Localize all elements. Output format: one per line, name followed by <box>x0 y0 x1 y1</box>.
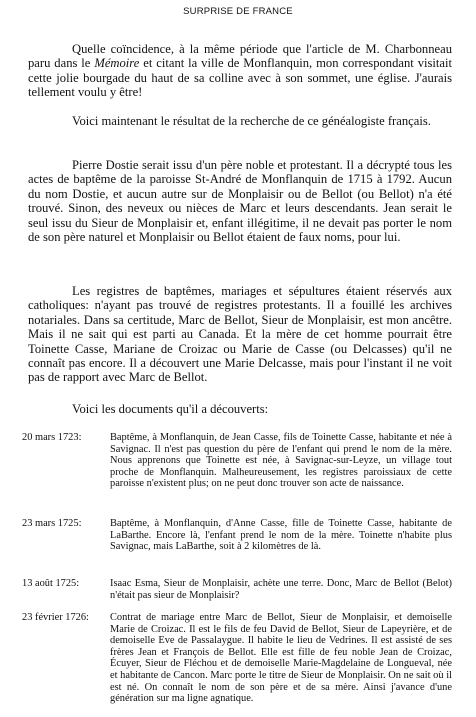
paragraph-coincidence <box>28 42 452 100</box>
entry-text: Baptême, à Monflanquin, d'Anne Casse, fille de Toinette Casse, habitante de LaBarthe. Encore là, l'enfant prend le nom de la mère. Toinette n'habite plus Savignac, mais LaBarthe, soit à 2 kilomètres de là. <box>110 518 452 553</box>
paragraph-text: et citant la ville de Monflanquin, mon correspondant visitait cette jolie bourgade du haut de sa colline avec à son sommet, une église. J'aurais tellement voulu y être! <box>28 56 452 100</box>
document-entry <box>22 612 452 705</box>
paragraph-text: Les registres de baptêmes, mariages et sépultures étaient réservés aux catholiques: n'ayant pas trouvé de registres protestants. Il a fouillé les archives notariales. Dans sa certitude, Marc de Bellot, Sieur de Monplaisir, est mon ancêtre. Mais il ne sait qui est parti au Canada. Et la mère de cet homme pourrait être Toinette Casse, Mariane de Croizac ou Marie de Casse (ou Delcasses) qu'il ne connaît pas encore. Il a découvert une Marie Delcasse, mais pour l'instant il ne voit pas de rapport avec Marc de Bellot. <box>28 284 452 385</box>
document-entry <box>22 432 452 490</box>
entry-text: Baptême, à Monflanquin, de Jean Casse, fils de Toinette Casse, habitante et née à Savignac. Il n'est pas question du père de l'enfant qui prend le nom de la mère. Nous apprenons que Toinette est née, à Savignac-sur-Leyze, un village tout proche de Monflanquin. Malheureusement, les registres paroissiaux de cette paroisse n'existent plus; on ne peut donc trouver son acte de naissance. <box>110 432 452 490</box>
document-entry <box>22 518 452 553</box>
paragraph-dostie <box>28 158 452 244</box>
page-header: SURPRISE DE FRANCE <box>183 6 293 17</box>
entry-text: Contrat de mariage entre Marc de Bellot, Sieur de Monplaisir, et demoiselle Marie de Croizac. Il est le fils de feu David de Bellot, Sieur de Lapeyrière, et de demoiselle Eve de Passalaygue. Il habite le lieu de Vedrines. Il est assisté de ses frères Jean et François de Bellot. Elle est fille de feu noble Jean de Croizac, Écuyer, Sieur de Fléchou et de demoiselle Marie-Magdelaine de Longueval, née et habitante de Cancon. Marc porte le titre de Sieur de Monplaisir. On ne sait où il est né. On connaît le nom de son père et de sa mère. Ainsi j'avance d'une génération sur ma ligne agnatique. <box>110 612 452 705</box>
entry-date: 20 mars 1723: <box>22 432 82 443</box>
entry-date: 23 février 1726: <box>22 612 89 623</box>
entry-date: 13 août 1725: <box>22 578 80 589</box>
paragraph-text: Voici les documents qu'il a découverts: <box>72 402 269 416</box>
entry-text: Isaac Esma, Sieur de Monplaisir, achète une terre. Donc, Marc de Bellot (Belot) n'était pas sieur de Monplaisir? <box>110 578 452 601</box>
paragraph-result <box>28 114 452 128</box>
entry-date: 23 mars 1725: <box>22 518 82 529</box>
paragraph-text: Quelle coïncidence, à la même période que l'article de M. Charbonneau paru dans le <box>28 42 452 71</box>
paragraph-text: Pierre Dostie serait issu d'un père noble et protestant. Il a décrypté tous les actes de baptême de la paroisse St-André de Monflanquin de 1715 à 1792. Aucun du nom Dostie, et aucun autre sur de Monplaisir ou de Bellot (ou Bellot) n'a été trouvé. Sinon, des neveux ou nièces de Marc et leurs descendants. Jean serait le seul issu du Sieur de Monplaisir et, enfant illégitime, il ne devait pas porter le nom de son père naturel et Monplaisir ou Bellot étaient de faux noms, pour lui. <box>28 158 452 245</box>
paragraph-documents-intro <box>28 402 452 416</box>
document-entry <box>22 578 452 601</box>
paragraph-registres <box>28 284 452 385</box>
paragraph-italic: Mémoire <box>94 56 140 71</box>
paragraph-text: Voici maintenant le résultat de la recherche de ce généalogiste français. <box>72 114 431 128</box>
